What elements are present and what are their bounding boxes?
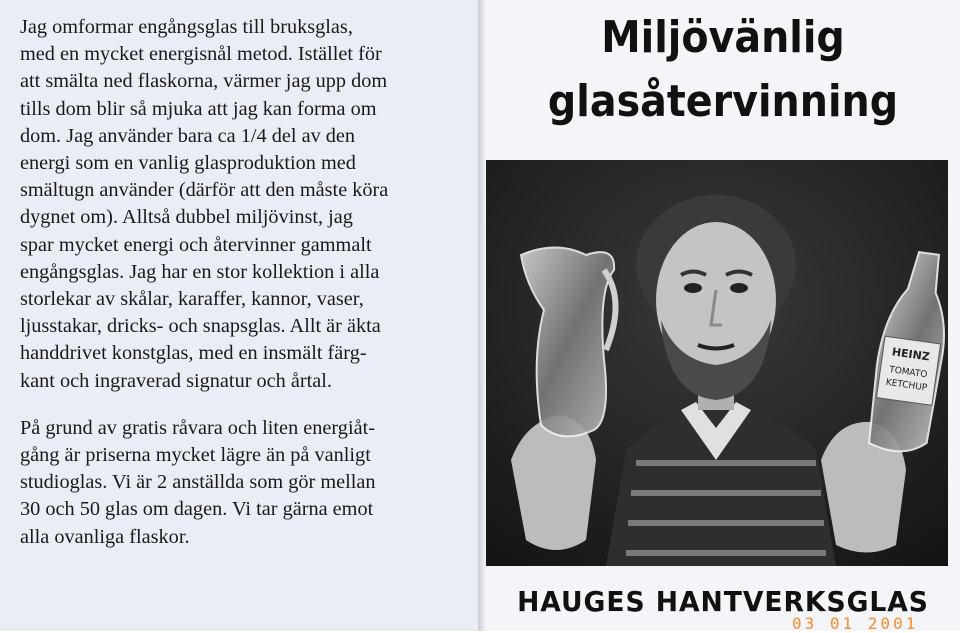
bottle-label — [876, 336, 940, 405]
title-line-2: glasåtervinning — [547, 76, 899, 127]
text-line: handdrivet konstglas, med en insmält färg- — [20, 342, 367, 365]
text-line: storlekar av skålar, karaffer, kannor, vaser, — [20, 288, 364, 311]
page-fold — [478, 0, 486, 631]
text-line: smältugn använder (därför att den måste köra — [20, 179, 389, 202]
text-line: gång är priserna mycket lägre än på vanligt — [20, 444, 371, 467]
bottle-label-line-1: TOMATO — [888, 365, 928, 381]
text-line: dom. Jag använder bara ca 1/4 del av den — [20, 124, 356, 147]
text-line: kant och ingraverad signatur och årtal. — [20, 369, 332, 392]
footer-title: HAUGES HANTVERKSGLAS — [517, 585, 929, 618]
text-line: På grund av gratis råvara och liten energiåt- — [20, 416, 375, 439]
paragraph-gap — [20, 395, 455, 415]
text-line: engångsglas. Jag har en stor kollektion i alla — [20, 260, 380, 283]
photo-illustration — [486, 160, 948, 566]
text-line: tills dom blir så mjuka att jag kan forma om — [20, 97, 377, 120]
text-line: studioglas. Vi är 2 anställda som gör mellan — [20, 471, 376, 494]
body-text — [20, 14, 455, 551]
text-line: med en mycket energisnål metod. Istället för — [20, 43, 382, 66]
bottle-label-line-2: KETCHUP — [885, 377, 928, 394]
text-line: alla ovanliga flaskor. — [20, 525, 190, 548]
title-line-1: Miljövänlig — [601, 12, 845, 63]
page-title — [510, 6, 937, 134]
text-line: ljusstakar, dricks- och snapsglas. Allt är äkta — [20, 315, 381, 338]
left-eye — [684, 283, 702, 293]
text-line: 30 och 50 glas om dagen. Vi tar gärna emot — [20, 498, 374, 521]
text-line: Jag omformar engångsglas till bruksglas, — [20, 16, 353, 38]
portrait-photo — [486, 160, 948, 566]
camera-datestamp: 03 01 2001 — [792, 614, 919, 633]
text-line: energi som en vanlig glasproduktion med — [20, 152, 356, 175]
text-line: att smälta ned flaskorna, värmer jag upp dom — [20, 70, 388, 93]
bottle-brand: HEINZ — [891, 345, 931, 364]
right-eye — [730, 283, 748, 293]
text-line: spar mycket energi och återvinner gammalt — [20, 233, 372, 256]
text-line: dygnet om). Alltså dubbel miljövinst, jag — [20, 206, 353, 229]
